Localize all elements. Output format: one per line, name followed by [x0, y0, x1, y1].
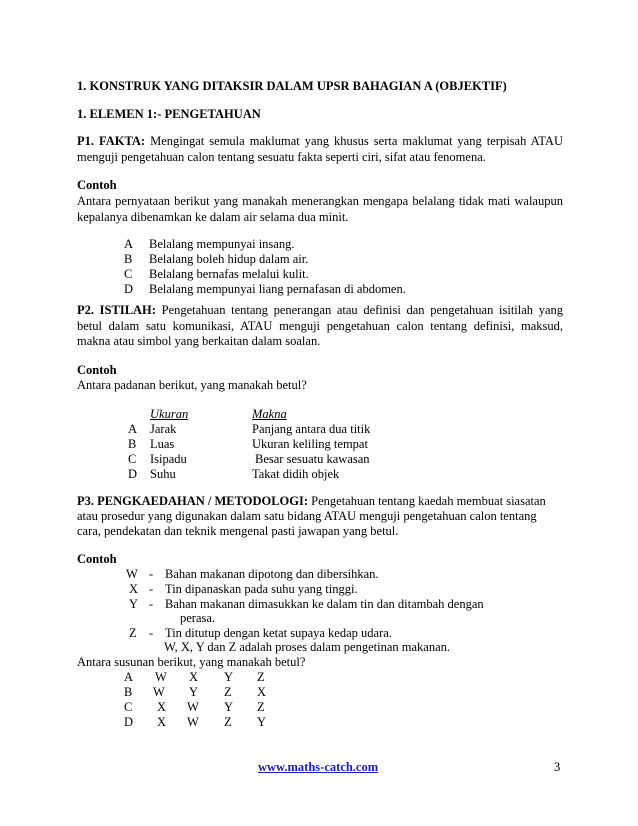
- p2-line2: betul dalam satu komunikasi, ATAU menguji pengetahuan calon tentang definisi, maksud,: [77, 318, 563, 333]
- p1-label: P1. FAKTA:: [77, 134, 146, 148]
- p2-row-meaning: Panjang antara dua titik: [252, 422, 371, 436]
- p2-question: Antara padanan berikut, yang manakah betul?: [77, 378, 307, 392]
- p2-row-letter: A: [128, 422, 138, 436]
- p3-step-letter: Y: [129, 597, 139, 611]
- p3-answer-item: Y: [189, 685, 199, 699]
- p3-answer-item: X: [157, 715, 167, 729]
- p2-paragraph: [77, 303, 563, 350]
- p2-row-meaning: Besar sesuatu kawasan: [255, 452, 370, 466]
- p3-step-letter: W: [126, 567, 138, 581]
- p3-answer-item: X: [189, 670, 199, 684]
- footer-website-link[interactable]: www.maths-catch.com: [258, 760, 379, 774]
- p3-answer-item: Y: [257, 715, 267, 729]
- p1-option-letter: C: [124, 267, 133, 281]
- p3-answer-letter: C: [124, 700, 133, 714]
- p1-question: [77, 194, 563, 225]
- p3-step-text: Bahan makanan dipotong dan dibersihkan.: [165, 567, 379, 581]
- p2-row-term: Jarak: [150, 422, 177, 436]
- p3-answer-item: X: [257, 685, 267, 699]
- p2-contoh: Contoh: [77, 363, 117, 377]
- p1-option-text: Belalang mempunyai liang pernafasan di abdomen.: [149, 282, 406, 296]
- p2-row-letter: B: [128, 437, 137, 451]
- p1-option-text: Belalang mempunyai insang.: [149, 237, 295, 251]
- p2-col-header-ukuran: Ukuran: [150, 407, 189, 421]
- p1-line1: Mengingat semula maklumat yang khusus serta maklumat yang terpisah ATAU: [145, 134, 563, 148]
- p3-line2: atau prosedur yang digunakan dalam satu bidang ATAU menguji pengetahuan calon tentang: [77, 509, 537, 523]
- section-heading: 1. KONSTRUK YANG DITAKSIR DALAM UPSR BAHAGIAN A (OBJEKTIF): [77, 79, 507, 93]
- p3-answer-item: Z: [257, 700, 265, 714]
- p3-answer-item: W: [187, 715, 199, 729]
- p1-question-line2: kepalanya dibenamkan ke dalam air selama dua minit.: [77, 209, 349, 224]
- p1-option-letter: D: [124, 282, 134, 296]
- p3-contoh: Contoh: [77, 552, 117, 566]
- p3-step-text: Tin dipanaskan pada suhu yang tinggi.: [165, 582, 358, 596]
- p3-answer-item: W: [155, 670, 167, 684]
- p2-row-term: Suhu: [150, 467, 176, 481]
- p3-answer-item: X: [157, 700, 167, 714]
- p3-question: Antara susunan berikut, yang manakah betul?: [77, 655, 306, 669]
- p3-step-dash: -: [149, 582, 154, 596]
- p2-row-letter: D: [128, 467, 138, 481]
- p1-contoh: Contoh: [77, 178, 117, 192]
- p3-answer-letter: D: [124, 715, 134, 729]
- p3-step-text: Bahan makanan dimasukkan ke dalam tin dan ditambah dengan: [165, 597, 484, 611]
- p2-row-term: Isipadu: [150, 452, 187, 466]
- p3-line1: Pengetahuan tentang kaedah membuat siasatan: [308, 494, 546, 508]
- p2-row-term: Luas: [150, 437, 175, 451]
- element-heading: 1. ELEMEN 1:- PENGETAHUAN: [77, 107, 261, 121]
- p3-answer-item: Y: [224, 670, 234, 684]
- p3-answer-item: Z: [257, 670, 265, 684]
- p2-row-letter: C: [128, 452, 137, 466]
- p3-step-letter: Z: [129, 626, 137, 640]
- p3-label: P3. PENGKAEDAHAN / METODOLOGI:: [77, 494, 309, 508]
- page-number: 3: [554, 760, 561, 774]
- p3-answer-item: W: [187, 700, 199, 714]
- p1-option-letter: B: [124, 252, 133, 266]
- p3-answer-item: Y: [224, 700, 234, 714]
- p3-step-letter: X: [129, 582, 139, 596]
- p3-summary: W, X, Y dan Z adalah proses dalam pengetinan makanan.: [164, 640, 451, 654]
- p1-option-text: Belalang bernafas melalui kulit.: [149, 267, 309, 281]
- p1-option-letter: A: [124, 237, 134, 251]
- p2-label: P2. ISTILAH:: [77, 303, 156, 317]
- p3-step-dash: -: [149, 567, 154, 581]
- p3-line3: cara, pendekatan dan teknik mengenal pasti jawapan yang betul.: [77, 524, 399, 538]
- p3-step-text: Tin ditutup dengan ketat supaya kedap udara.: [165, 626, 392, 640]
- p1-line2: menguji pengetahuan calon tentang sesuatu fakta seperti ciri, sifat atau fenomena.: [77, 149, 486, 164]
- p2-row-meaning: Takat didih objek: [252, 467, 340, 481]
- p2-row-meaning: Ukuran keliling tempat: [252, 437, 368, 451]
- p1-option-text: Belalang boleh hidup dalam air.: [149, 252, 309, 266]
- p3-step-dash: -: [149, 597, 154, 611]
- p2-col-header-makna: Makna: [252, 407, 287, 421]
- p3-line1-row: [77, 494, 546, 509]
- p3-answer-item: W: [153, 685, 165, 699]
- p3-answer-letter: A: [124, 670, 134, 684]
- p3-step-continuation: perasa.: [180, 611, 216, 625]
- p3-answer-letter: B: [124, 685, 133, 699]
- p3-answer-item: Z: [224, 715, 232, 729]
- p2-line1: Pengetahuan tentang penerangan atau definisi dan pengetahuan isitilah yang: [155, 303, 564, 317]
- p1-question-line1: Antara pernyataan berikut yang manakah menerangkan mengapa belalang tidak mati walaupun: [77, 194, 563, 208]
- p1-paragraph: [77, 134, 563, 165]
- p3-step-dash: -: [149, 626, 154, 640]
- p2-line3: makna atau simbol yang berkaitan dalam soalan.: [77, 334, 321, 348]
- p3-answer-item: Z: [224, 685, 232, 699]
